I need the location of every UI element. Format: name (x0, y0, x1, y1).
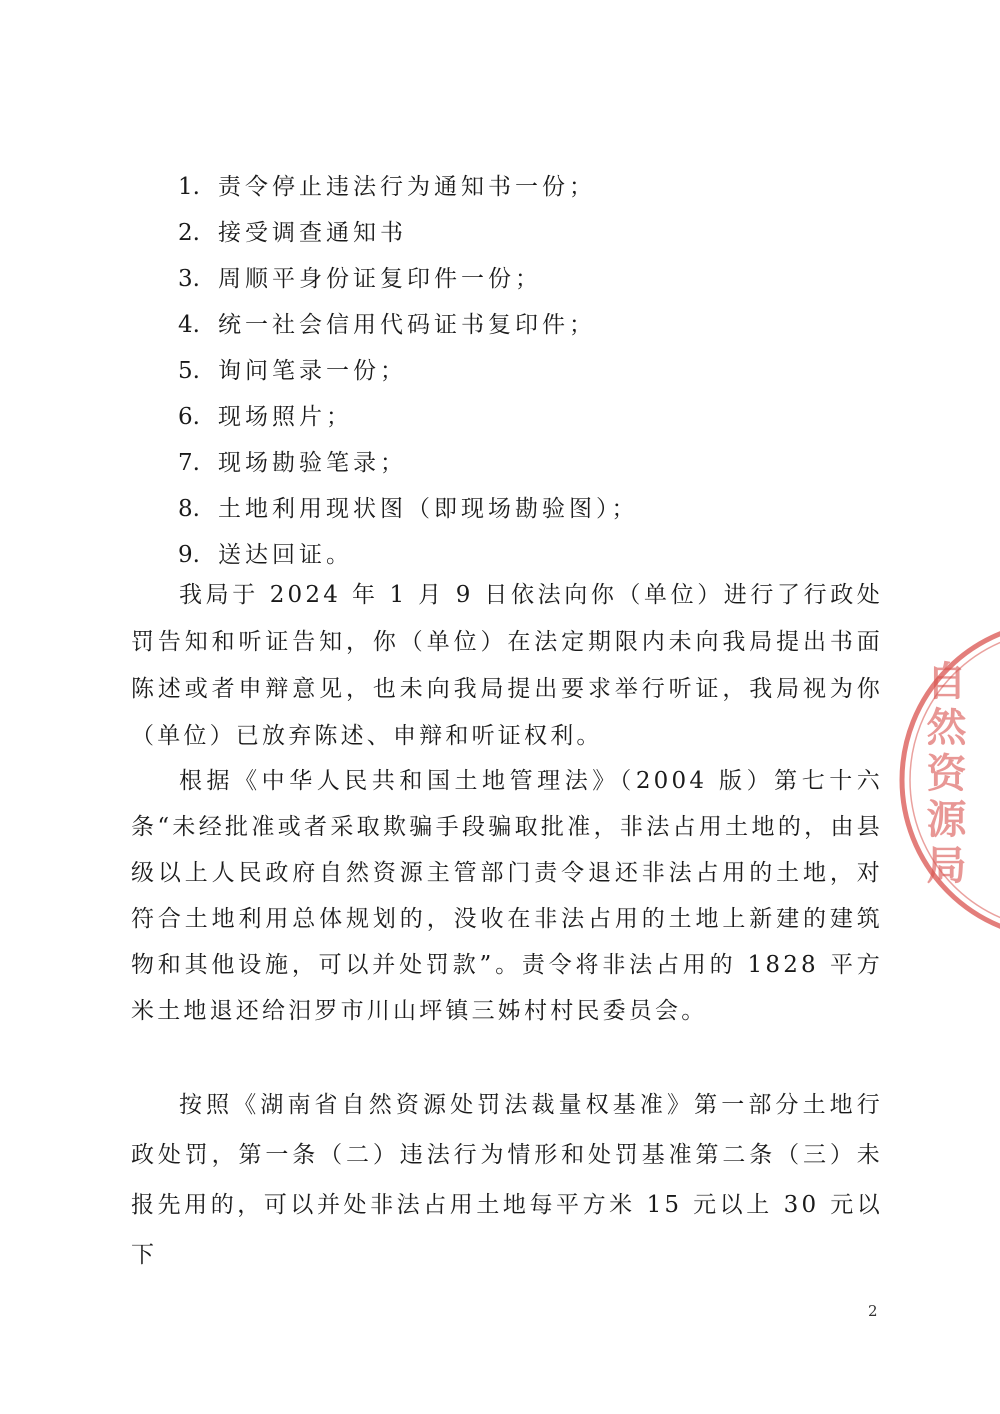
seal-icon (895, 600, 1000, 960)
page-number: 2 (868, 1302, 878, 1320)
list-item-number: 7. (178, 450, 200, 476)
attachment-list (178, 164, 898, 578)
list-item-text: 周顺平身份证复印件一份； (218, 266, 542, 292)
legal-basis-paragraph: 根据《中华人民共和国土地管理法》（2004 版）第七十六条“未经批准或者采取欺骗手段骗取批准，非法占用土地的，由县级以上人民政府自然资源主管部门责令退还非法占用的土地，对符合土地利用总体规划的，没收在非法占用的土地上新建的建筑物和其他设施，可以并处罚款”。责令将非法占用的 1828 平方米土地退还给汨罗市川山坪镇三姊村村民委员会。 (131, 768, 883, 1024)
penalty-standard-paragraph: 按照《湖南省自然资源处罚法裁量权基准》第一部分土地行政处罚，第一条（二）违法行为情形和处罚基准第二条（三）未报先用的，可以并处非法占用土地每平方米 15 元以上 30 元以下 (131, 1092, 883, 1268)
list-item-text: 统一社会信用代码证书复印件； (218, 312, 596, 338)
list-item (178, 394, 898, 440)
list-item (178, 210, 898, 256)
list-item-text: 询问笔录一份； (218, 358, 407, 384)
list-item-text: 责令停止违法行为通知书一份； (218, 174, 596, 200)
list-item-number: 9. (178, 542, 200, 568)
list-item-text: 土地利用现状图（即现场勘验图）； (218, 496, 639, 522)
list-item-number: 2. (178, 220, 200, 246)
list-item-text: 接受调查通知书 (218, 220, 407, 246)
list-item (178, 440, 898, 486)
list-item (178, 302, 898, 348)
list-item-number: 3. (178, 266, 200, 292)
list-item-number: 1. (178, 174, 200, 200)
list-item-number: 5. (178, 358, 200, 384)
list-item (178, 348, 898, 394)
list-item-text: 现场勘验笔录； (218, 450, 407, 476)
hearing-notice-paragraph: 我局于 2024 年 1 月 9 日依法向你（单位）进行了行政处罚告知和听证告知，你（单位）在法定期限内未向我局提出书面陈述或者申辩意见，也未向我局提出要求举行听证，我局视为你（单位）已放弃陈述、申辩和听证权利。 (131, 582, 883, 749)
list-item-text: 现场照片； (218, 404, 353, 430)
list-item-text: 送达回证。 (218, 542, 353, 568)
list-item-number: 8. (178, 496, 200, 522)
list-item (178, 486, 898, 532)
list-item (178, 164, 898, 210)
list-item-number: 4. (178, 312, 200, 338)
svg-text:自然资源局: 自然资源局 (920, 660, 966, 890)
list-item-number: 6. (178, 404, 200, 430)
official-seal-stamp (895, 600, 1000, 960)
list-item (178, 256, 898, 302)
